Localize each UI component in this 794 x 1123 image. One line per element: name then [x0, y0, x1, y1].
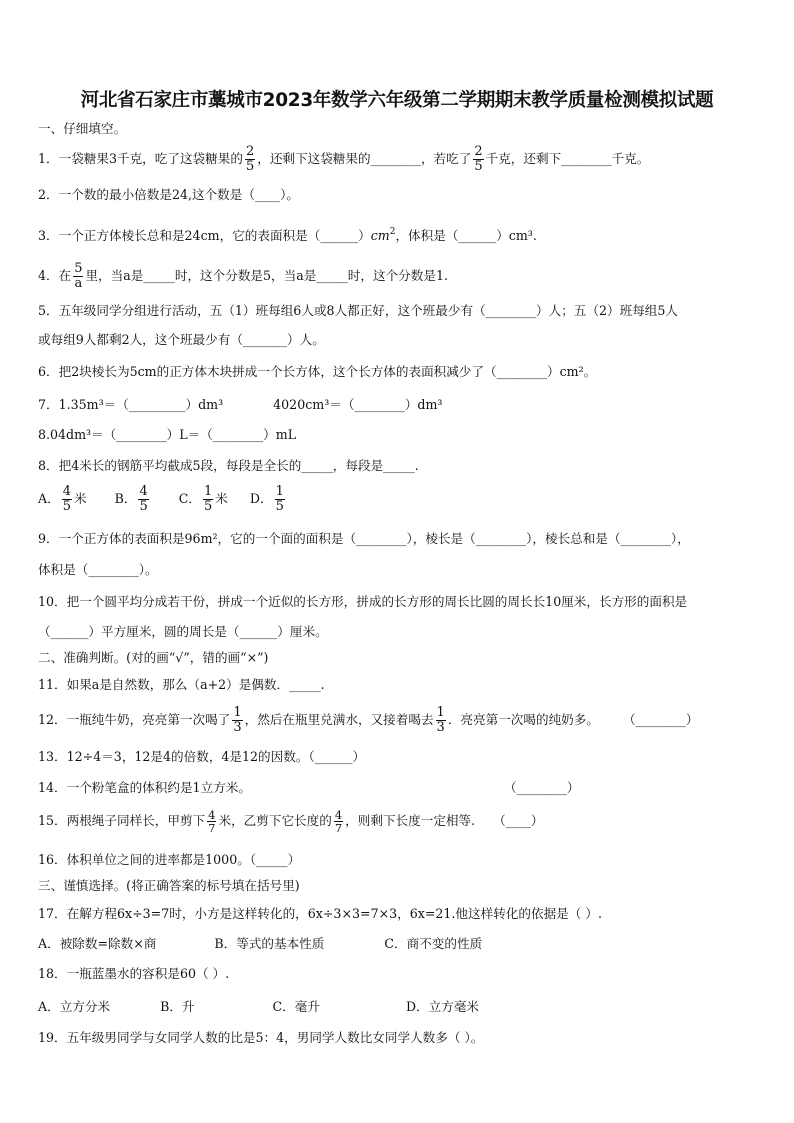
fraction-2-5: $\frac{2}{5}$ [245, 144, 255, 174]
option-b[interactable]: B． $\frac{4}{5}$ [114, 484, 148, 514]
question-3: 3．一个正方体棱长总和是24cm，它的表面积是$(\_\_\_\_\_\_)cm^2$，体积是（______）cm³. [38, 227, 537, 243]
fraction-5-a: $\frac{5}{a}$ [74, 261, 83, 291]
question-8-options [38, 485, 287, 514]
question-11: 11．如果a是自然数，那么（a+2）是偶数．_____. [38, 677, 325, 692]
question-1: 1．一袋糖果3千克，吃了这袋糖果的 $\frac{2}{5}$ ，还剩下这袋糖果的________，若吃了 $\frac{2}{5}$ 千克，还剩下________千克。 [38, 144, 650, 174]
option-a[interactable]: A．被除数=除数×商 [38, 936, 157, 951]
option-d[interactable]: D．立方毫米 [405, 999, 480, 1014]
question-5-line1: 5．五年级同学分组进行活动，五（1）班每组6人或8人都正好，这个班最少有（________）人；五（2）班每组5人 [38, 303, 678, 318]
section-heading: 一、仔细填空。 [38, 121, 127, 136]
question-10-line2: （______）平方厘米，圆的周长是（______）厘米。 [38, 624, 328, 639]
question-9-line1: 9．一个正方体的表面积是96m²，它的一个面的面积是（________），棱长是（________），棱长总和是（________）， [38, 531, 690, 546]
question-6: 6．把2块棱长为5cm的正方体木块拼成一个长方体，这个长方体的表面积减少了（________）cm²。 [38, 364, 597, 379]
question-18-options [38, 999, 479, 1015]
question-4: 4．在 $\frac{5}{a}$ 里，当a是_____时，这个分数是5，当a是_____时，这个分数是1. [38, 261, 448, 291]
question-5-line2: 或每组9人都剩2人，这个班最少有（_______）人。 [38, 332, 325, 347]
question-7-line1: 7．1.35m³＝（_________）dm³ 4020cm³＝（________）dm³ [38, 397, 443, 412]
option-c[interactable]: C．商不变的性质 [384, 936, 483, 951]
option-b[interactable]: B．等式的基本性质 [214, 936, 325, 951]
question-10-line1: 10．把一个圆平均分成若干份，拼成一个近似的长方形，拼成的长方形的周长比圆的周长长10厘米，长方形的面积是 [38, 594, 688, 609]
question-8: 8．把4米长的钢筋平均截成5段，每段是全长的_____，每段是_____. [38, 458, 419, 473]
option-a[interactable]: A．立方分米 [38, 999, 111, 1014]
option-a[interactable]: A． $\frac{4}{5}$ 米 [38, 484, 87, 514]
question-17-options [38, 936, 482, 952]
option-c[interactable]: C． $\frac{1}{5}$ 米 [178, 484, 228, 514]
section-heading: 二、准确判断。(对的画“√”，错的画“×”) [38, 650, 269, 665]
question-2: 2．一个数的最小倍数是24,这个数是（____）。 [38, 187, 300, 202]
question-14: 14．一个粉笔盒的体积约是1立方米。 （________） [38, 780, 580, 795]
question-13: 13．12÷4＝3，12是4的倍数，4是12的因数。（______） [38, 749, 366, 764]
option-c[interactable]: C．毫升 [272, 999, 320, 1014]
question-16: 16．体积单位之间的进率都是1000。（_____） [38, 852, 301, 867]
question-18: 18．一瓶蓝墨水的容积是60（ ）. [38, 966, 230, 981]
option-d[interactable]: D． $\frac{1}{5}$ [249, 484, 284, 514]
question-17: 17．在解方程6x÷3=7时，小方是这样转化的，6x÷3×3=7×3，6x=21.他这样转化的依据是（ ）. [38, 906, 602, 921]
question-9-line2: 体积是（________）。 [38, 562, 158, 577]
section-heading: 三、谨慎选择。(将正确答案的标号填在括号里) [38, 878, 300, 893]
fraction-2-5: $\frac{2}{5}$ [474, 144, 483, 174]
question-12: 12．一瓶纯牛奶，亮亮第一次喝了 $\frac{1}{3}$ ，然后在瓶里兑满水，又接着喝去 $\frac{1}{3}$ ．亮亮第一次喝的纯奶多。 （________） [38, 705, 699, 735]
question-19: 19．五年级男同学与女同学人数的比是5：4，男同学人数比女同学人数多（ ）。 [38, 1030, 484, 1045]
option-b[interactable]: B．升 [160, 999, 195, 1014]
question-7-line2: 8.04dm³＝（________）L＝（________）mL [38, 427, 297, 442]
page-title: 河北省石家庄市藁城市2023年数学六年级第二学期期末教学质量检测模拟试题 [80, 90, 714, 111]
question-15: 15．两根绳子同样长，甲剪下 $\frac{4}{7}$ 米，乙剪下它长度的 $\frac{4}{7}$ ，则剩下长度一定相等. （____） [38, 808, 544, 835]
